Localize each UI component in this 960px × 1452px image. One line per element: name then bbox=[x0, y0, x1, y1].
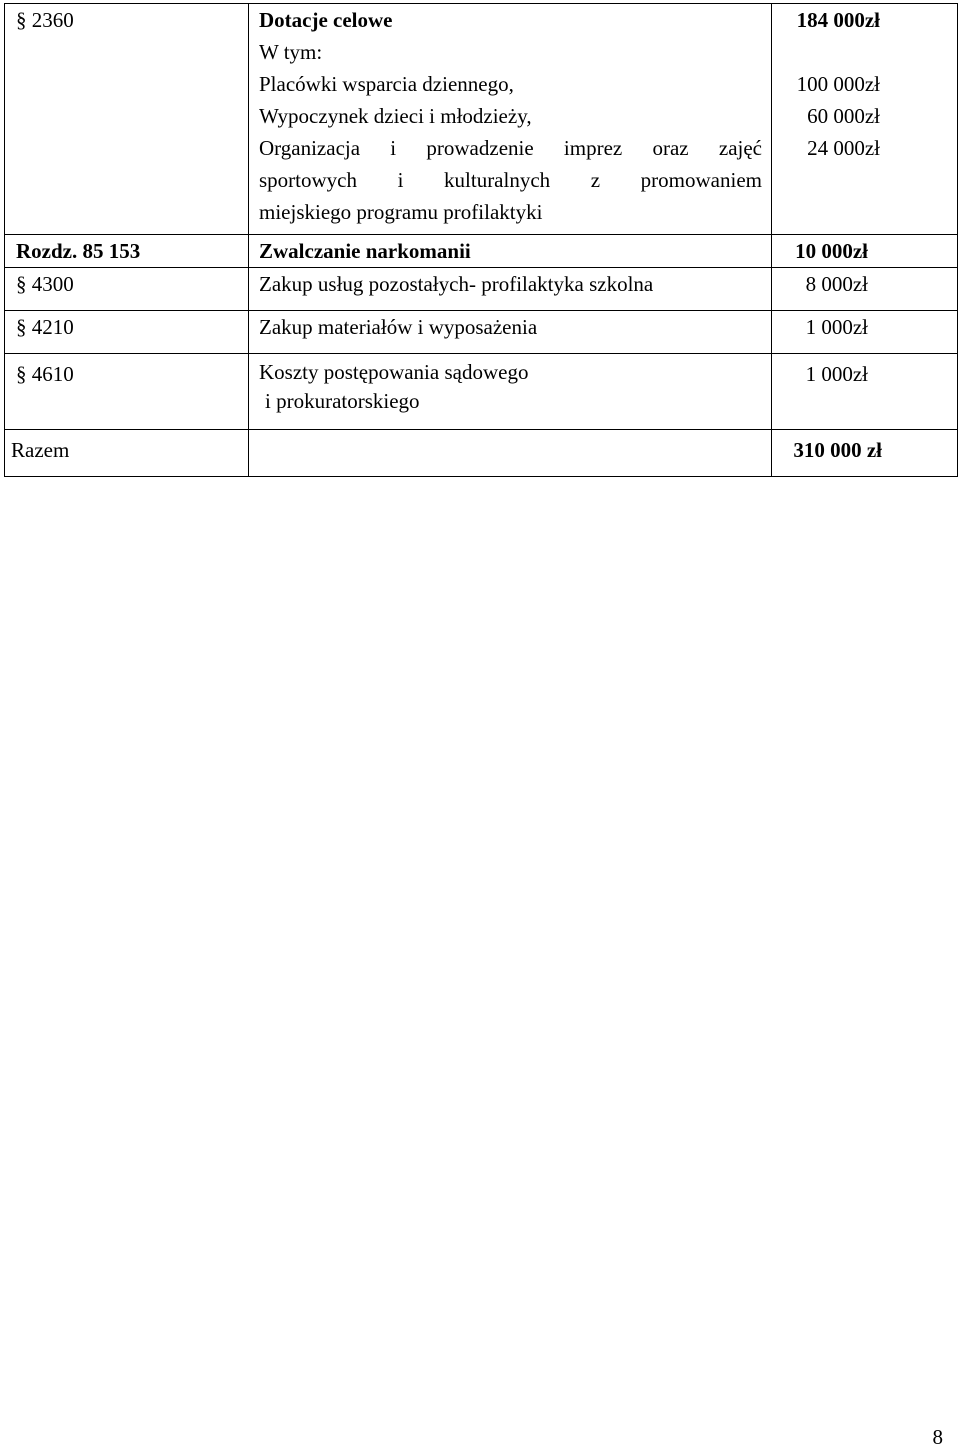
amount-cell-2360 bbox=[772, 4, 958, 235]
rozdzial-title bbox=[249, 235, 772, 268]
spacer bbox=[782, 36, 880, 68]
amount-organizacja: 24 000zł bbox=[807, 136, 880, 160]
code-text: § 4300 bbox=[16, 272, 74, 296]
item-organizacja-line-2: sportowych i kulturalnych z promowaniem bbox=[259, 168, 762, 192]
description-cell-2360 bbox=[249, 4, 772, 235]
paragraph-code-4300 bbox=[5, 268, 249, 311]
razem-text: Razem bbox=[11, 438, 70, 462]
rozdzial-title-text: Zwalczanie narkomanii bbox=[259, 239, 471, 263]
amount-placowki: 100 000zł bbox=[796, 72, 880, 96]
table-row-4610 bbox=[5, 354, 958, 430]
item-wypoczynek: Wypoczynek dzieci i młodzieży, bbox=[259, 104, 532, 128]
table-row-2360 bbox=[5, 4, 958, 235]
description-text: Zakup materiałów i wyposażenia bbox=[259, 315, 538, 339]
paragraph-code-2360 bbox=[5, 4, 249, 235]
table-row-razem bbox=[5, 430, 958, 477]
amount-4210 bbox=[772, 311, 958, 354]
code-text: § 4210 bbox=[16, 315, 74, 339]
razem-label bbox=[5, 430, 249, 477]
code-text: § 4610 bbox=[16, 362, 74, 386]
description-line-2: i prokuratorskiego bbox=[265, 389, 420, 413]
rozdzial-code bbox=[5, 235, 249, 268]
description-4610 bbox=[249, 354, 772, 430]
table-row-4300 bbox=[5, 268, 958, 311]
paragraph-code-4210 bbox=[5, 311, 249, 354]
description-4300 bbox=[249, 268, 772, 311]
subtitle: W tym: bbox=[259, 40, 323, 64]
code-text: § 2360 bbox=[16, 8, 74, 32]
table-row-rozdz bbox=[5, 235, 958, 268]
amount-text: 1 000zł bbox=[805, 315, 868, 339]
rozdzial-amount bbox=[772, 235, 958, 268]
item-placowki: Placówki wsparcia dziennego, bbox=[259, 72, 514, 96]
razem-amount bbox=[772, 430, 958, 477]
budget-table bbox=[4, 3, 958, 477]
rozdzial-text: Rozdz. 85 153 bbox=[16, 239, 141, 263]
razem-amount-text: 310 000 zł bbox=[793, 438, 882, 462]
razem-empty bbox=[249, 430, 772, 477]
section-title: Dotacje celowe bbox=[259, 8, 393, 32]
paragraph-code-4610 bbox=[5, 354, 249, 430]
table-row-4210 bbox=[5, 311, 958, 354]
amount-4610 bbox=[772, 354, 958, 430]
description-4210 bbox=[249, 311, 772, 354]
rozdzial-amount-text: 10 000zł bbox=[795, 239, 868, 263]
description-text: Zakup usług pozostałych- profilaktyka szkolna bbox=[259, 272, 654, 296]
page-number: 8 bbox=[932, 1425, 943, 1449]
amount-4300 bbox=[772, 268, 958, 311]
amount-wypoczynek: 60 000zł bbox=[807, 104, 880, 128]
amount-text: 8 000zł bbox=[805, 272, 868, 296]
description-line-1: Koszty postępowania sądowego bbox=[259, 360, 529, 384]
item-organizacja-line-3: miejskiego programu profilaktyki bbox=[259, 200, 543, 224]
amount-text: 1 000zł bbox=[805, 362, 868, 386]
total-amount: 184 000zł bbox=[796, 8, 880, 32]
item-organizacja-line-1: Organizacja i prowadzenie imprez oraz zajęć bbox=[259, 136, 762, 160]
